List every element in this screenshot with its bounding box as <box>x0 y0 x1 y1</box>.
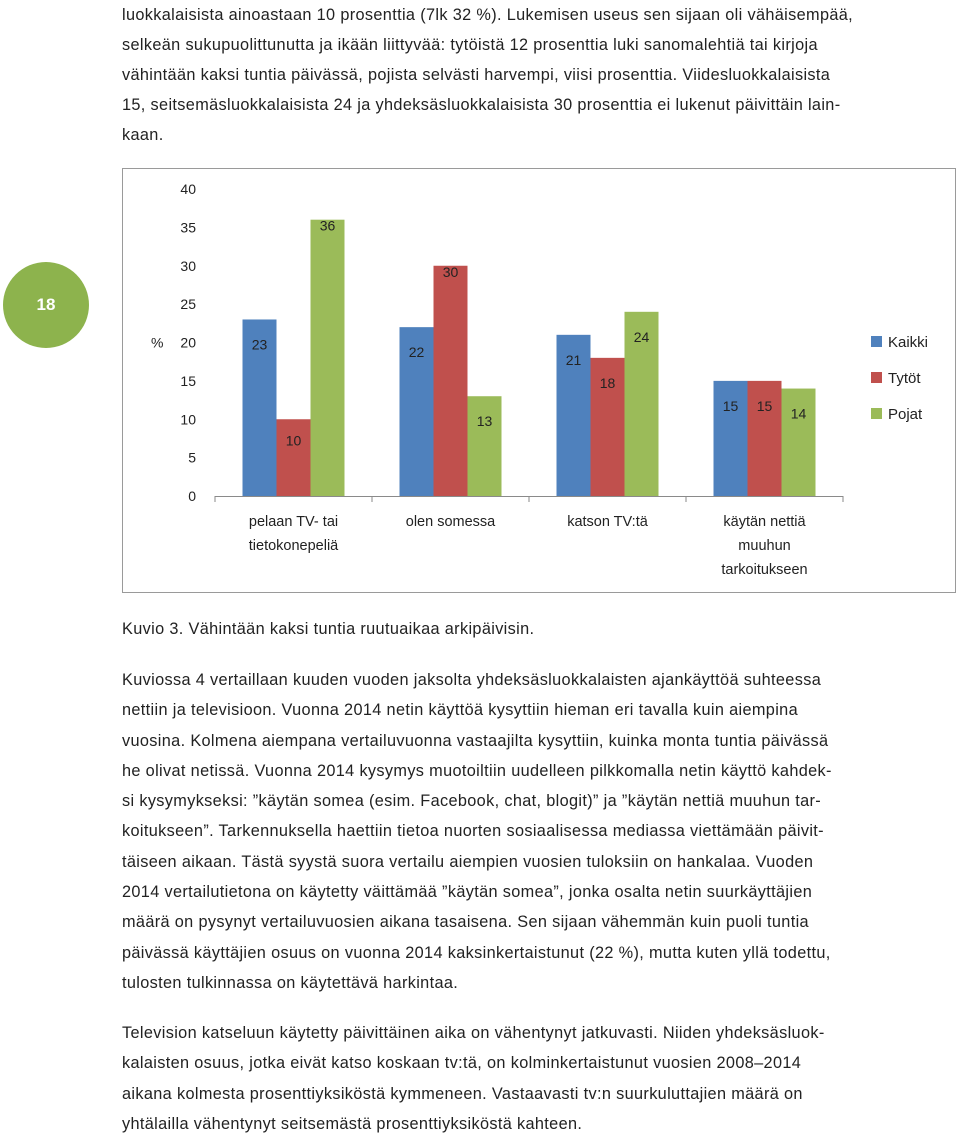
bar <box>434 263 468 496</box>
text-line: nettiin ja televisioon. Vuonna 2014 netin käyttöä kysyttiin hieman eri tavalla kuin aiempina <box>122 701 798 720</box>
text-line: vuosina. Kolmena aiempana vertailuvuonna vastaajilta kysyttiin, kuinka monta tuntia päivässä <box>122 731 829 750</box>
data-label: 15 <box>722 397 739 414</box>
x-category-label: käytän nettiä <box>723 514 806 530</box>
data-label: 30 <box>442 263 459 280</box>
text-line: kaan. <box>122 126 164 144</box>
text-line: tulosten tulkinnassa on käytettävä harkintaa. <box>122 973 459 992</box>
x-category-label: olen somessa <box>405 514 496 530</box>
bar <box>277 419 311 496</box>
y-tick-label: 35 <box>180 219 196 236</box>
text-line: 15, seitsemäsluokkalaisista 24 ja yhdeksäsluokkalaisista 30 prosenttia ei lukenut päivittäin lain- <box>122 96 841 114</box>
text-line: aikana kolmesta prosenttiyksiköstä kymmeneen. Vastaavasti tv:n suurkuluttajien määrä on <box>122 1084 803 1103</box>
bar <box>311 217 345 496</box>
y-axis-label: % <box>151 334 164 351</box>
y-tick-label: 30 <box>180 257 196 274</box>
page-number: 18 <box>36 295 56 314</box>
legend-label: Kaikki <box>888 334 929 351</box>
text-line: yhtälailla vähentynyt seitsemästä prosenttiyksiköstä kahteen. <box>122 1114 583 1133</box>
data-label: 36 <box>319 217 336 234</box>
data-label: 22 <box>408 344 425 361</box>
text-line: selkeän sukupuolittunutta ja ikään liittyvää: tytöistä 12 prosenttia luki sanomalehtiä tai kirjoja <box>122 36 818 54</box>
data-label: 23 <box>251 336 268 353</box>
x-category-label: katson TV:tä <box>567 514 648 530</box>
data-label: 15 <box>756 397 773 414</box>
legend-swatch <box>871 336 882 347</box>
y-tick-label: 20 <box>180 334 196 351</box>
text-line: kalaisten osuus, jotka eivät katso koskaan tv:tä, on kolminkertaistunut vuosien 2008–2014 <box>122 1054 802 1073</box>
y-tick-label: 15 <box>180 372 196 389</box>
bar <box>468 396 502 496</box>
figure-caption: Kuvio 3. Vähintään kaksi tuntia ruutuaikaa arkipäivisin. <box>122 620 535 638</box>
text-line: luokkalaisista ainoastaan 10 prosenttia (7lk 32 %). Lukemisen useus sen sijaan oli vähäisempää, <box>122 6 854 24</box>
data-label: 24 <box>633 328 650 345</box>
legend-label: Pojat <box>888 406 923 423</box>
data-label: 10 <box>285 432 302 449</box>
body-paragraph <box>122 665 960 998</box>
legend-swatch <box>871 372 882 383</box>
text-line: täiseen aikaan. Tästä syystä suora vertailu aiempien vuosien tuloksiin on hankalaa. Vuoden <box>122 852 814 871</box>
data-label: 13 <box>476 413 493 430</box>
text-line: Kuviossa 4 vertaillaan kuuden vuoden jaksolta yhdeksäsluokkalaisten ajankäyttöä suhteessa <box>122 671 822 689</box>
x-category-label: tietokonepeliä <box>248 538 339 554</box>
text-line: päivässä käyttäjien osuus on vuonna 2014 kaksinkertaistunut (22 %), mutta kuten yllä todettu, <box>122 943 831 962</box>
data-label: 21 <box>565 351 582 368</box>
y-tick-label: 0 <box>188 488 196 504</box>
bar-chart-svg <box>123 169 955 592</box>
legend-label: Tytöt <box>888 370 921 387</box>
y-tick-label: 25 <box>180 296 196 313</box>
x-category-label: pelaan TV- tai <box>248 514 339 530</box>
data-label: 18 <box>599 374 616 391</box>
y-tick-label: 40 <box>180 181 196 197</box>
text-line: si kysymykseksi: ”käytän somea (esim. Facebook, chat, blogit)” ja ”käytän nettiä muuhun tar- <box>122 792 822 811</box>
x-category-label: tarkoitukseen <box>721 562 808 578</box>
closing-paragraph <box>122 1018 960 1139</box>
data-label: 14 <box>790 405 807 422</box>
legend-swatch <box>871 408 882 419</box>
page-number-badge <box>3 262 89 348</box>
y-tick-label: 5 <box>188 449 196 466</box>
y-tick-label: 10 <box>180 411 196 428</box>
text-line: koitukseen”. Tarkennuksella haettiin tietoa nuorten sosiaalisessa mediassa viettämään päivit- <box>122 822 824 841</box>
text-line: määrä on pysynyt vertailuvuosien aikana tasaisena. Sen sijaan vähemmän kuin puoli tuntia <box>122 913 809 932</box>
intro-paragraph <box>122 0 960 150</box>
text-line: 2014 vertailutietona on käytetty väittämää ”käytän somea”, jonka osalta netin suurkäyttäjien <box>122 883 813 902</box>
text-line: he olivat netissä. Vuonna 2014 kysymys muotoiltiin uudelleen pilkkomalla netin käyttö kahdek- <box>122 761 832 780</box>
text-line: Television katseluun käytetty päivittäinen aika on vähentynyt jatkuvasti. Niiden yhdeksäsluok- <box>122 1024 825 1042</box>
x-category-label: muuhun <box>738 538 791 554</box>
text-line: vähintään kaksi tuntia päivässä, pojista selvästi harvempi, viisi prosenttia. Viidesluokkalaisista <box>122 66 831 84</box>
bar-chart <box>122 168 956 593</box>
